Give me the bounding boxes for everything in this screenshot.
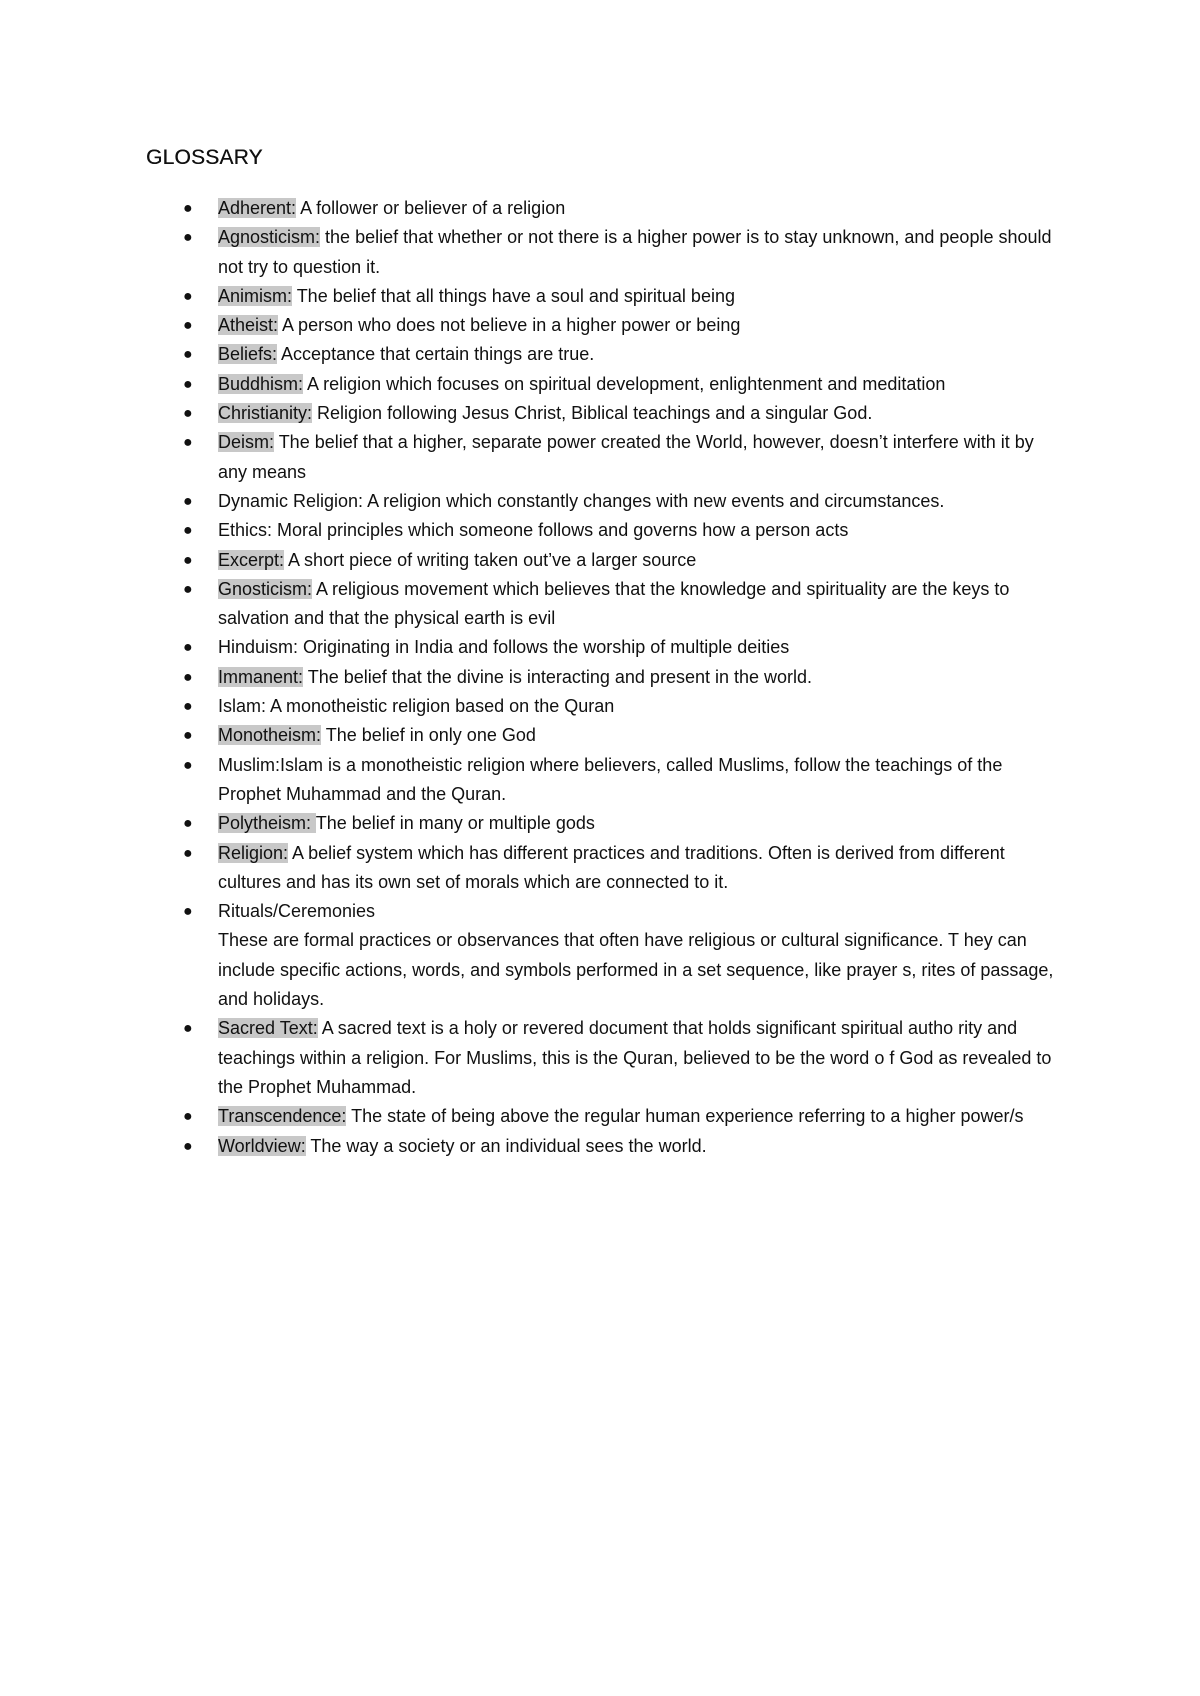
glossary-definition: A religion which constantly changes with new events and circumstances. — [363, 490, 945, 511]
glossary-term: Ethics: — [218, 520, 273, 541]
glossary-definition: The belief in only one God — [321, 725, 536, 746]
bullet-icon: ● — [183, 434, 193, 452]
glossary-term: Transcendence: — [218, 1106, 347, 1127]
bullet-icon: ● — [183, 668, 193, 686]
bullet-icon: ● — [183, 317, 193, 335]
glossary-term: Immanent: — [218, 666, 304, 687]
glossary-term: Worldview: — [218, 1135, 306, 1156]
glossary-definition: A monotheistic religion based on the Quran — [266, 696, 615, 717]
glossary-term: Hinduism: — [218, 637, 299, 658]
glossary-entry — [0, 633, 1058, 662]
glossary-entry — [0, 751, 1058, 810]
glossary-definition: A short piece of writing taken out’ve a larger source — [284, 549, 697, 570]
glossary-term: Muslim: — [218, 754, 280, 775]
glossary-definition: The way a society or an individual sees the world. — [305, 1135, 707, 1156]
glossary-definition: Religion following Jesus Christ, Biblical teachings and a singular God. — [312, 403, 873, 424]
bullet-icon: ● — [183, 375, 193, 393]
glossary-term: Buddhism: — [218, 373, 304, 394]
glossary-definition: Acceptance that certain things are true. — [277, 344, 595, 365]
bullet-icon: ● — [183, 815, 193, 833]
glossary-definition: A person who does not believe in a higher power or being — [278, 315, 741, 336]
glossary-definition: The belief that the divine is interacting and present in the world. — [303, 666, 813, 687]
bullet-icon: ● — [183, 580, 193, 598]
glossary-definition: Islam is a monotheistic religion where believers, called Muslims, follow the teachings of the Prophet Muhammad and the Quran. — [218, 754, 1003, 804]
glossary-entry — [0, 721, 1058, 750]
glossary-definition: The belief that all things have a soul and spiritual being — [292, 285, 735, 306]
glossary-entry — [0, 516, 1058, 545]
glossary-term: Rituals/Ceremonies — [218, 901, 376, 922]
bullet-icon: ● — [183, 756, 193, 774]
glossary-definition: Moral principles which someone follows and governs how a person acts — [272, 520, 849, 541]
glossary-term: Gnosticism: — [218, 578, 313, 599]
glossary-definition: A follower or believer of a religion — [296, 198, 566, 218]
glossary-list — [0, 194, 1200, 1161]
bullet-icon: ● — [183, 522, 193, 540]
glossary-definition: The state of being above the regular human experience referring to a higher power/s — [346, 1106, 1024, 1127]
glossary-term: Religion: — [218, 842, 289, 863]
glossary-entry — [0, 487, 1058, 516]
glossary-definition: These are formal practices or observances that often have religious or cultural significance. T hey can include specific actions, words, and symbols performed in a set sequence, like prayer s, rites of passage, and holidays. — [218, 930, 1054, 1010]
glossary-term: Adherent: — [218, 198, 297, 218]
bullet-icon: ● — [183, 844, 193, 862]
glossary-term: Polytheism: — [218, 813, 316, 834]
glossary-term: Islam: — [218, 696, 267, 717]
glossary-entry — [0, 839, 1058, 898]
glossary-term: Christianity: — [218, 403, 313, 424]
bullet-icon: ● — [183, 1137, 193, 1155]
glossary-entry — [0, 692, 1058, 721]
glossary-definition: A sacred text is a holy or revered document that holds significant spiritual autho rity and teachings within a religion. For Muslims, this is the Quran, believed to be the word o f God as revealed to the Prophet Muhammad. — [218, 1018, 1052, 1097]
glossary-term: Beliefs: — [218, 344, 278, 365]
glossary-definition: A religion which focuses on spiritual development, enlightenment and meditation — [303, 373, 946, 394]
bullet-icon: ● — [183, 639, 193, 657]
page-title: GLOSSARY — [146, 146, 263, 169]
glossary-definition: A religious movement which believes that the knowledge and spirituality are the keys to salvation and that the physical earth is evil — [218, 578, 1010, 629]
glossary-term: Monotheism: — [218, 725, 322, 746]
glossary-entry — [0, 575, 1058, 634]
bullet-icon: ● — [183, 551, 193, 569]
bullet-icon: ● — [183, 903, 193, 921]
glossary-entry — [0, 897, 1058, 1014]
glossary-term: Dynamic Religion: — [218, 490, 364, 511]
glossary-term: Excerpt: — [218, 549, 285, 570]
glossary-definition: A belief system which has different practices and traditions. Often is derived from different cultures and has its own set of morals which are connected to it. — [218, 842, 1005, 892]
glossary-entry — [0, 428, 1058, 487]
glossary-term: Agnosticism: — [218, 227, 321, 248]
glossary-entry — [0, 1132, 1058, 1161]
glossary-entry — [0, 223, 1058, 282]
bullet-icon: ● — [183, 492, 193, 510]
bullet-icon: ● — [183, 200, 193, 217]
bullet-icon: ● — [183, 405, 193, 423]
glossary-definition: The belief that a higher, separate power created the World, however, doesn’t interfere with it by any means — [218, 432, 1034, 482]
glossary-entry — [0, 340, 1058, 369]
glossary-entry — [0, 370, 1058, 399]
glossary-definition: Originating in India and follows the worship of multiple deities — [298, 637, 790, 658]
glossary-entry — [0, 194, 1058, 223]
glossary-term: Sacred Text: — [218, 1018, 318, 1039]
bullet-icon: ● — [183, 698, 193, 716]
glossary-entry — [0, 809, 1058, 838]
bullet-icon: ● — [183, 346, 193, 364]
bullet-icon: ● — [183, 727, 193, 745]
bullet-icon: ● — [183, 1108, 193, 1126]
glossary-entry — [0, 663, 1058, 692]
bullet-icon: ● — [183, 287, 193, 305]
glossary-entry — [0, 1102, 1058, 1131]
glossary-definition: The belief in many or multiple gods — [315, 813, 595, 834]
glossary-term: Animism: — [218, 285, 293, 306]
glossary-entry — [0, 311, 1058, 340]
bullet-icon: ● — [183, 229, 193, 247]
glossary-entry — [0, 282, 1058, 311]
glossary-definition: the belief that whether or not there is a higher power is to stay unknown, and people should not try to question it. — [218, 227, 1052, 277]
glossary-term: Atheist: — [218, 315, 279, 336]
glossary-entry — [0, 1014, 1058, 1102]
glossary-entry — [0, 399, 1058, 428]
glossary-entry — [0, 546, 1058, 575]
glossary-term: Deism: — [218, 432, 275, 453]
bullet-icon: ● — [183, 1020, 193, 1038]
